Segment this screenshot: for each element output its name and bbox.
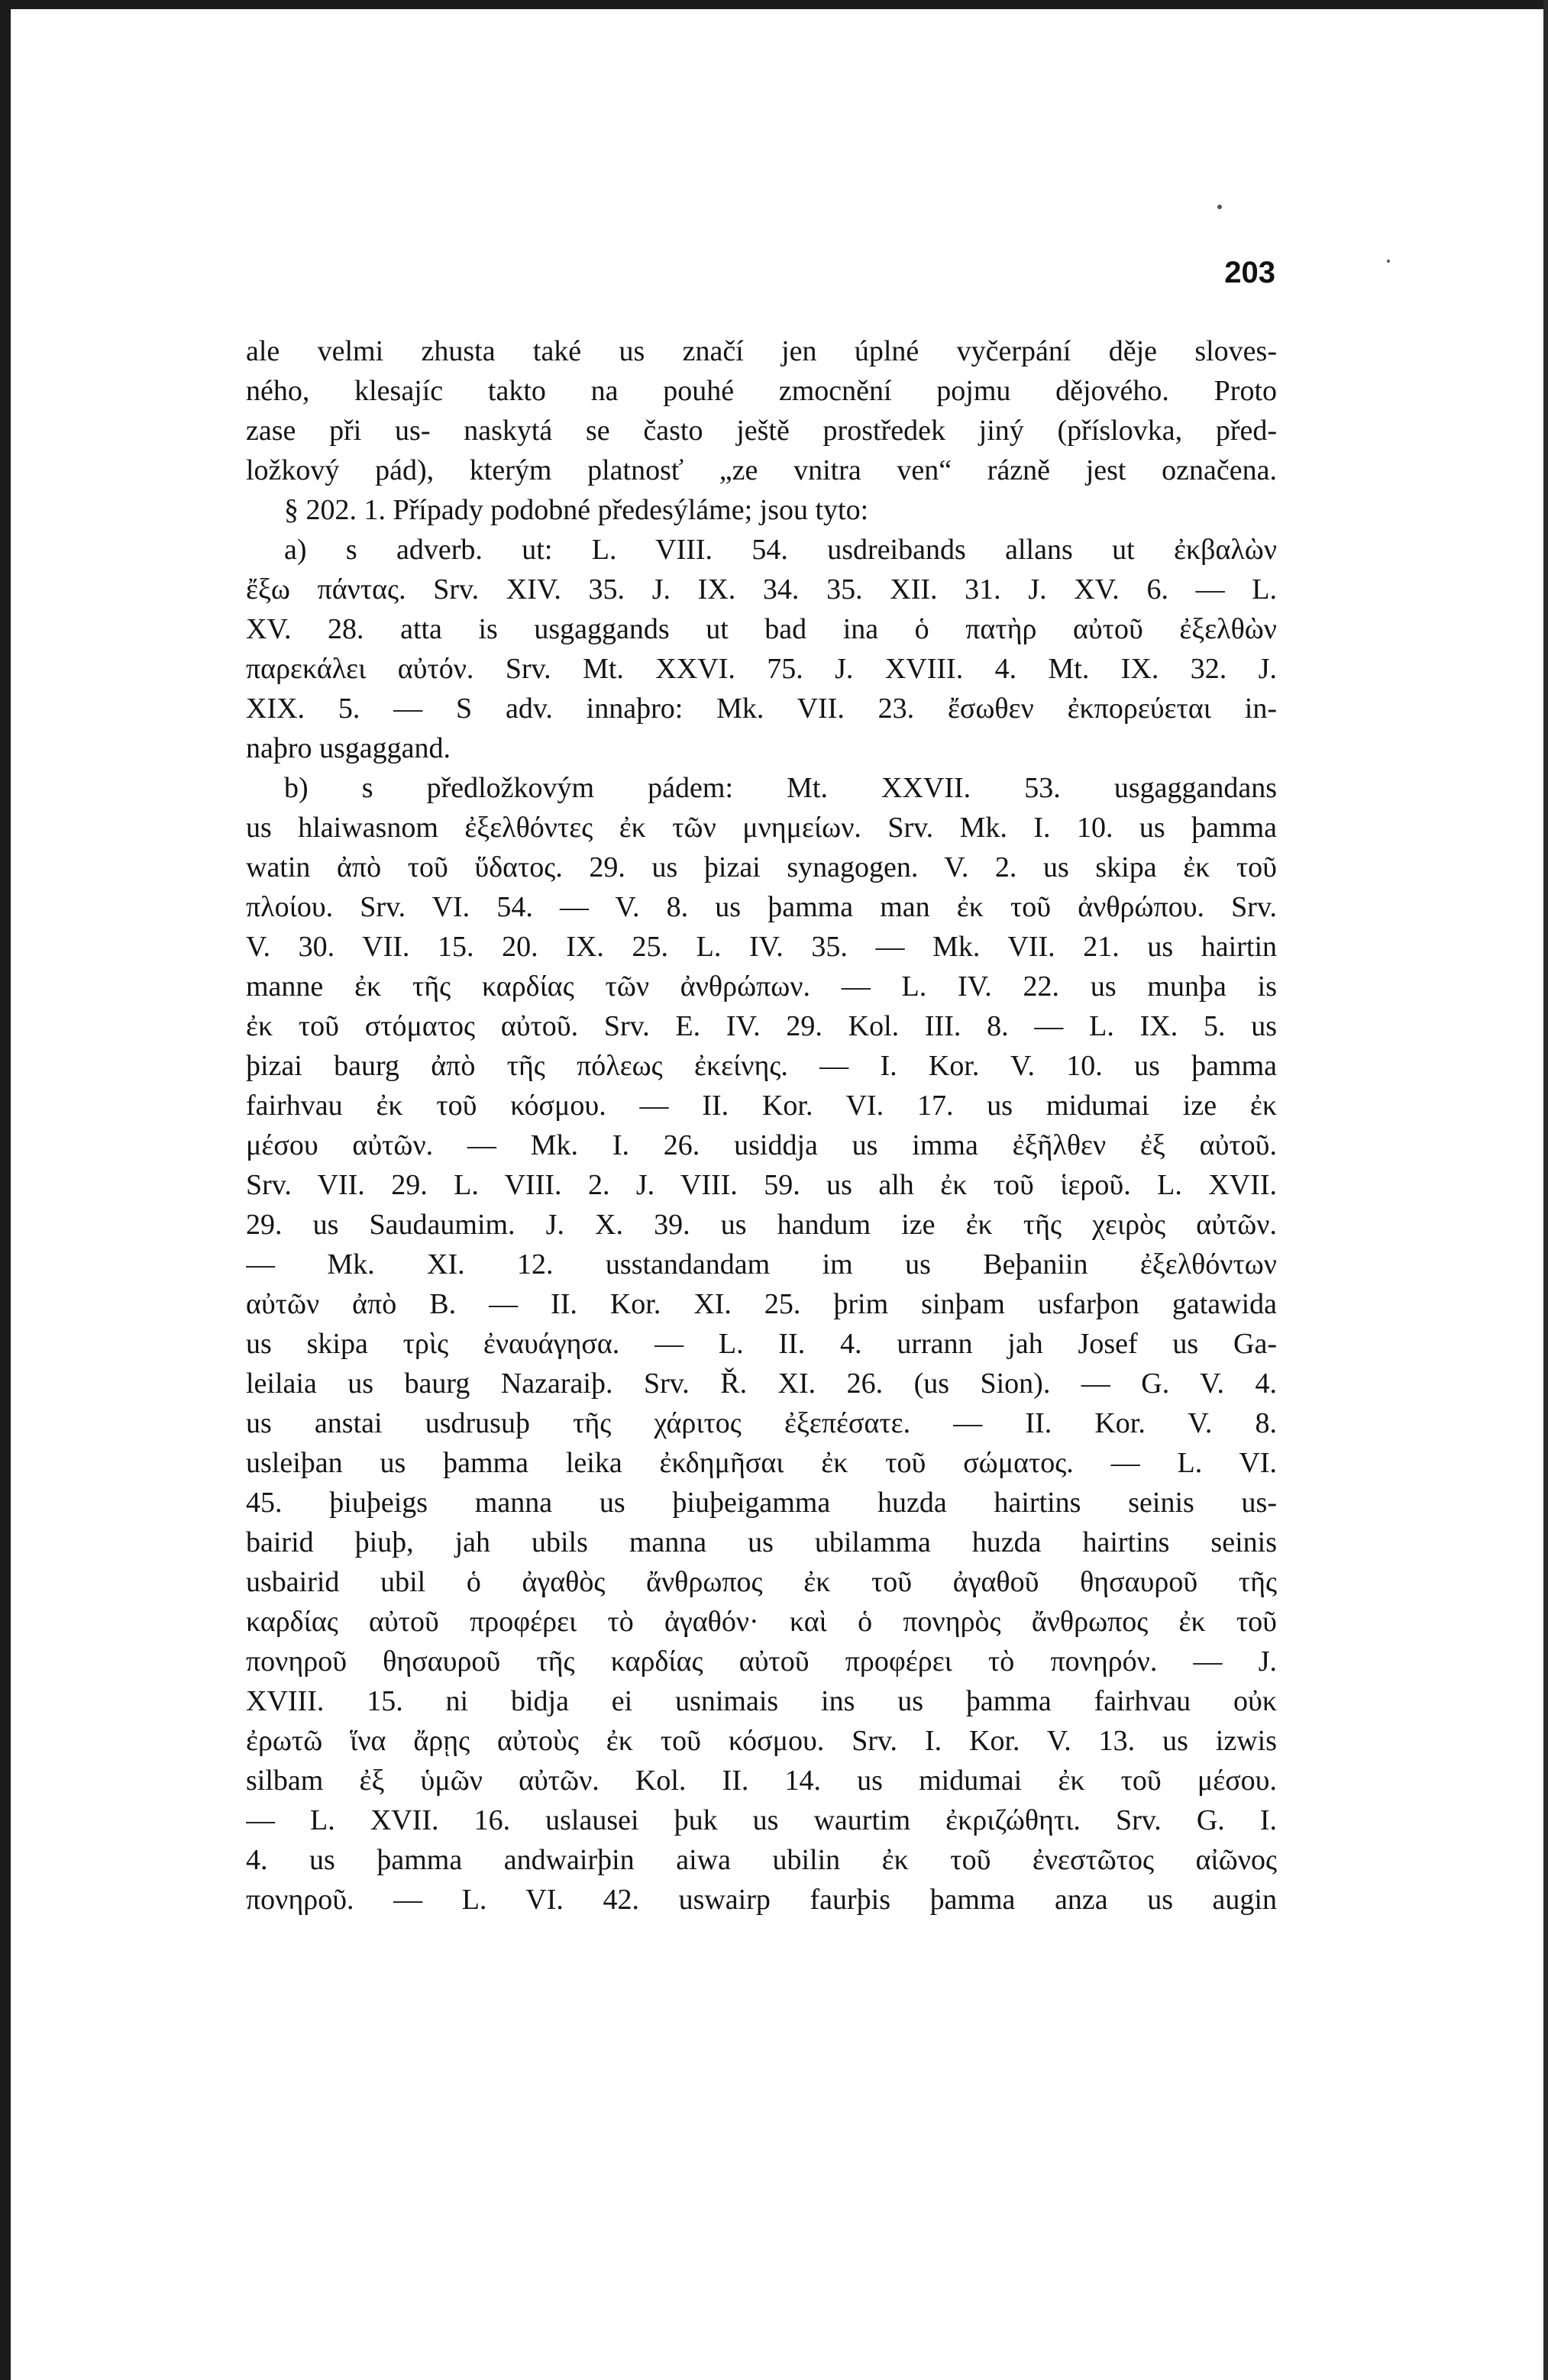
text-line: 4. us þamma andwairþin aiwa ubilin ἐκ τοῦ ἐνεστῶτος αἰῶνος bbox=[246, 1844, 1277, 1876]
text-line: πονηροῦ. — L. VI. 42. uswairp faurþis þamma anza us augin bbox=[246, 1884, 1277, 1916]
scan-edge-right bbox=[1543, 0, 1548, 2380]
text-line: zase při us- naskytá se často ještě prostředek jiný (příslovka, před- bbox=[246, 415, 1277, 447]
text-line: 45. þiuþeigs manna us þiuþeigamma huzda hairtins seinis us- bbox=[246, 1487, 1277, 1519]
text-line: ložkový pád), kterým platnosť „ze vnitra ven“ rázně jest označena. bbox=[246, 454, 1277, 486]
text-line: a) s adverb. ut: L. VIII. 54. usdreibands allans ut ἐκβαλὼν bbox=[284, 534, 1277, 566]
text-line: § 202. 1. Případy podobné předesýláme; jsou tyto: bbox=[284, 494, 869, 526]
text-line: V. 30. VII. 15. 20. IX. 25. L. IV. 35. — Mk. VII. 21. us hairtin bbox=[246, 931, 1277, 963]
text-line: silbam ἐξ ὑμῶν αὐτῶν. Kol. II. 14. us midumai ἐκ τοῦ μέσου. bbox=[246, 1765, 1277, 1797]
page-number: 203 bbox=[1224, 256, 1275, 289]
text-line: naþro usgaggand. bbox=[246, 732, 451, 764]
text-line: fairhvau ἐκ τοῦ κόσμου. — II. Kor. VI. 17. us midumai ize ἐκ bbox=[246, 1090, 1277, 1122]
scan-speck bbox=[1217, 205, 1222, 209]
text-line: þizai baurg ἀπὸ τῆς πόλεως ἐκείνης. — I. Kor. V. 10. us þamma bbox=[246, 1050, 1277, 1082]
text-line: 29. us Saudaumim. J. X. 39. us handum ize ἐκ τῆς χειρὸς αὐτῶν. bbox=[246, 1209, 1277, 1241]
text-line: XIX. 5. — S adv. innaþro: Mk. VII. 23. ἔσωθεν ἐκπορεύεται in- bbox=[246, 693, 1277, 725]
text-line: XVIII. 15. ni bidja ei usnimais ins us þamma fairhvau οὐκ bbox=[246, 1685, 1277, 1717]
text-line: αὐτῶν ἀπὸ B. — II. Kor. XI. 25. þrim sinþam usfarþon gatawida bbox=[246, 1288, 1277, 1320]
text-line: us hlaiwasnom ἐξελθόντες ἐκ τῶν μνημείων. Srv. Mk. I. 10. us þamma bbox=[246, 812, 1277, 844]
text-line: ἐκ τοῦ στόματος αὐτοῦ. Srv. E. IV. 29. Kol. III. 8. — L. IX. 5. us bbox=[246, 1010, 1277, 1042]
text-line: watin ἀπὸ τοῦ ὕδατος. 29. us þizai synagogen. V. 2. us skipa ἐκ τοῦ bbox=[246, 851, 1277, 883]
text-line: leilaia us baurg Nazaraiþ. Srv. Ř. XI. 26. (us Sion). — G. V. 4. bbox=[246, 1368, 1277, 1400]
text-line: ἐρωτῶ ἵνα ἄρῃς αὐτοὺς ἐκ τοῦ κόσμου. Srv. I. Kor. V. 13. us izwis bbox=[246, 1725, 1277, 1757]
text-line: — Mk. XI. 12. usstandandam im us Beþaniin ἐξελθόντων bbox=[246, 1248, 1277, 1280]
scan-edge-top bbox=[0, 0, 1548, 9]
text-line: ἔξω πάντας. Srv. XIV. 35. J. IX. 34. 35. XII. 31. J. XV. 6. — L. bbox=[246, 573, 1277, 605]
text-line: — L. XVII. 16. uslausei þuk us waurtim ἐκριζώθητι. Srv. G. I. bbox=[246, 1804, 1277, 1836]
text-line: παρεκάλει αὐτόν. Srv. Mt. XXVI. 75. J. XVIII. 4. Mt. IX. 32. J. bbox=[246, 653, 1277, 685]
text-line: us skipa τρὶς ἐναυάγησα. — L. II. 4. urrann jah Josef us Ga- bbox=[246, 1328, 1277, 1360]
text-line: καρδίας αὐτοῦ προφέρει τὸ ἀγαθόν· καὶ ὁ πονηρὸς ἄνθρωπος ἐκ τοῦ bbox=[246, 1606, 1277, 1638]
text-line: bairid þiuþ, jah ubils manna us ubilamma huzda hairtins seinis bbox=[246, 1526, 1277, 1558]
text-line: πονηροῦ θησαυροῦ τῆς καρδίας αὐτοῦ προφέρει τὸ πονηρόν. — J. bbox=[246, 1645, 1277, 1678]
text-line: πλοίου. Srv. VI. 54. — V. 8. us þamma man ἐκ τοῦ ἀνθρώπου. Srv. bbox=[246, 891, 1277, 923]
text-line: b) s předložkovým pádem: Mt. XXVII. 53. usgaggandans bbox=[284, 772, 1277, 804]
text-line: XV. 28. atta is usgaggands ut bad ina ὁ πατὴρ αὐτοῦ ἐξελθὼν bbox=[246, 613, 1277, 645]
text-line: us anstai usdrusuþ τῆς χάριτος ἐξεπέσατε. — II. Kor. V. 8. bbox=[246, 1407, 1277, 1439]
scan-edge-left bbox=[0, 0, 11, 2380]
text-line: manne ἐκ τῆς καρδίας τῶν ἀνθρώπων. — L. IV. 22. us munþa is bbox=[246, 970, 1277, 1003]
text-line: Srv. VII. 29. L. VIII. 2. J. VIII. 59. us alh ἐκ τοῦ ἱεροῦ. L. XVII. bbox=[246, 1169, 1277, 1201]
text-line: ale velmi zhusta také us značí jen úplné vyčerpání děje sloves- bbox=[246, 335, 1277, 367]
text-line: usleiþan us þamma leika ἐκδημῆσαι ἐκ τοῦ σώματος. — L. VI. bbox=[246, 1447, 1277, 1479]
scan-speck bbox=[1387, 260, 1390, 263]
body-text bbox=[246, 331, 1277, 1920]
text-line: ného, klesajíc takto na pouhé zmocnění pojmu dějového. Proto bbox=[246, 375, 1277, 407]
text-line: μέσου αὐτῶν. — Mk. I. 26. usiddja us imma ἐξῆλθεν ἐξ αὐτοῦ. bbox=[246, 1129, 1277, 1161]
text-line: usbairid ubil ὁ ἀγαθὸς ἄνθρωπος ἐκ τοῦ ἀγαθοῦ θησαυροῦ τῆς bbox=[246, 1566, 1277, 1598]
